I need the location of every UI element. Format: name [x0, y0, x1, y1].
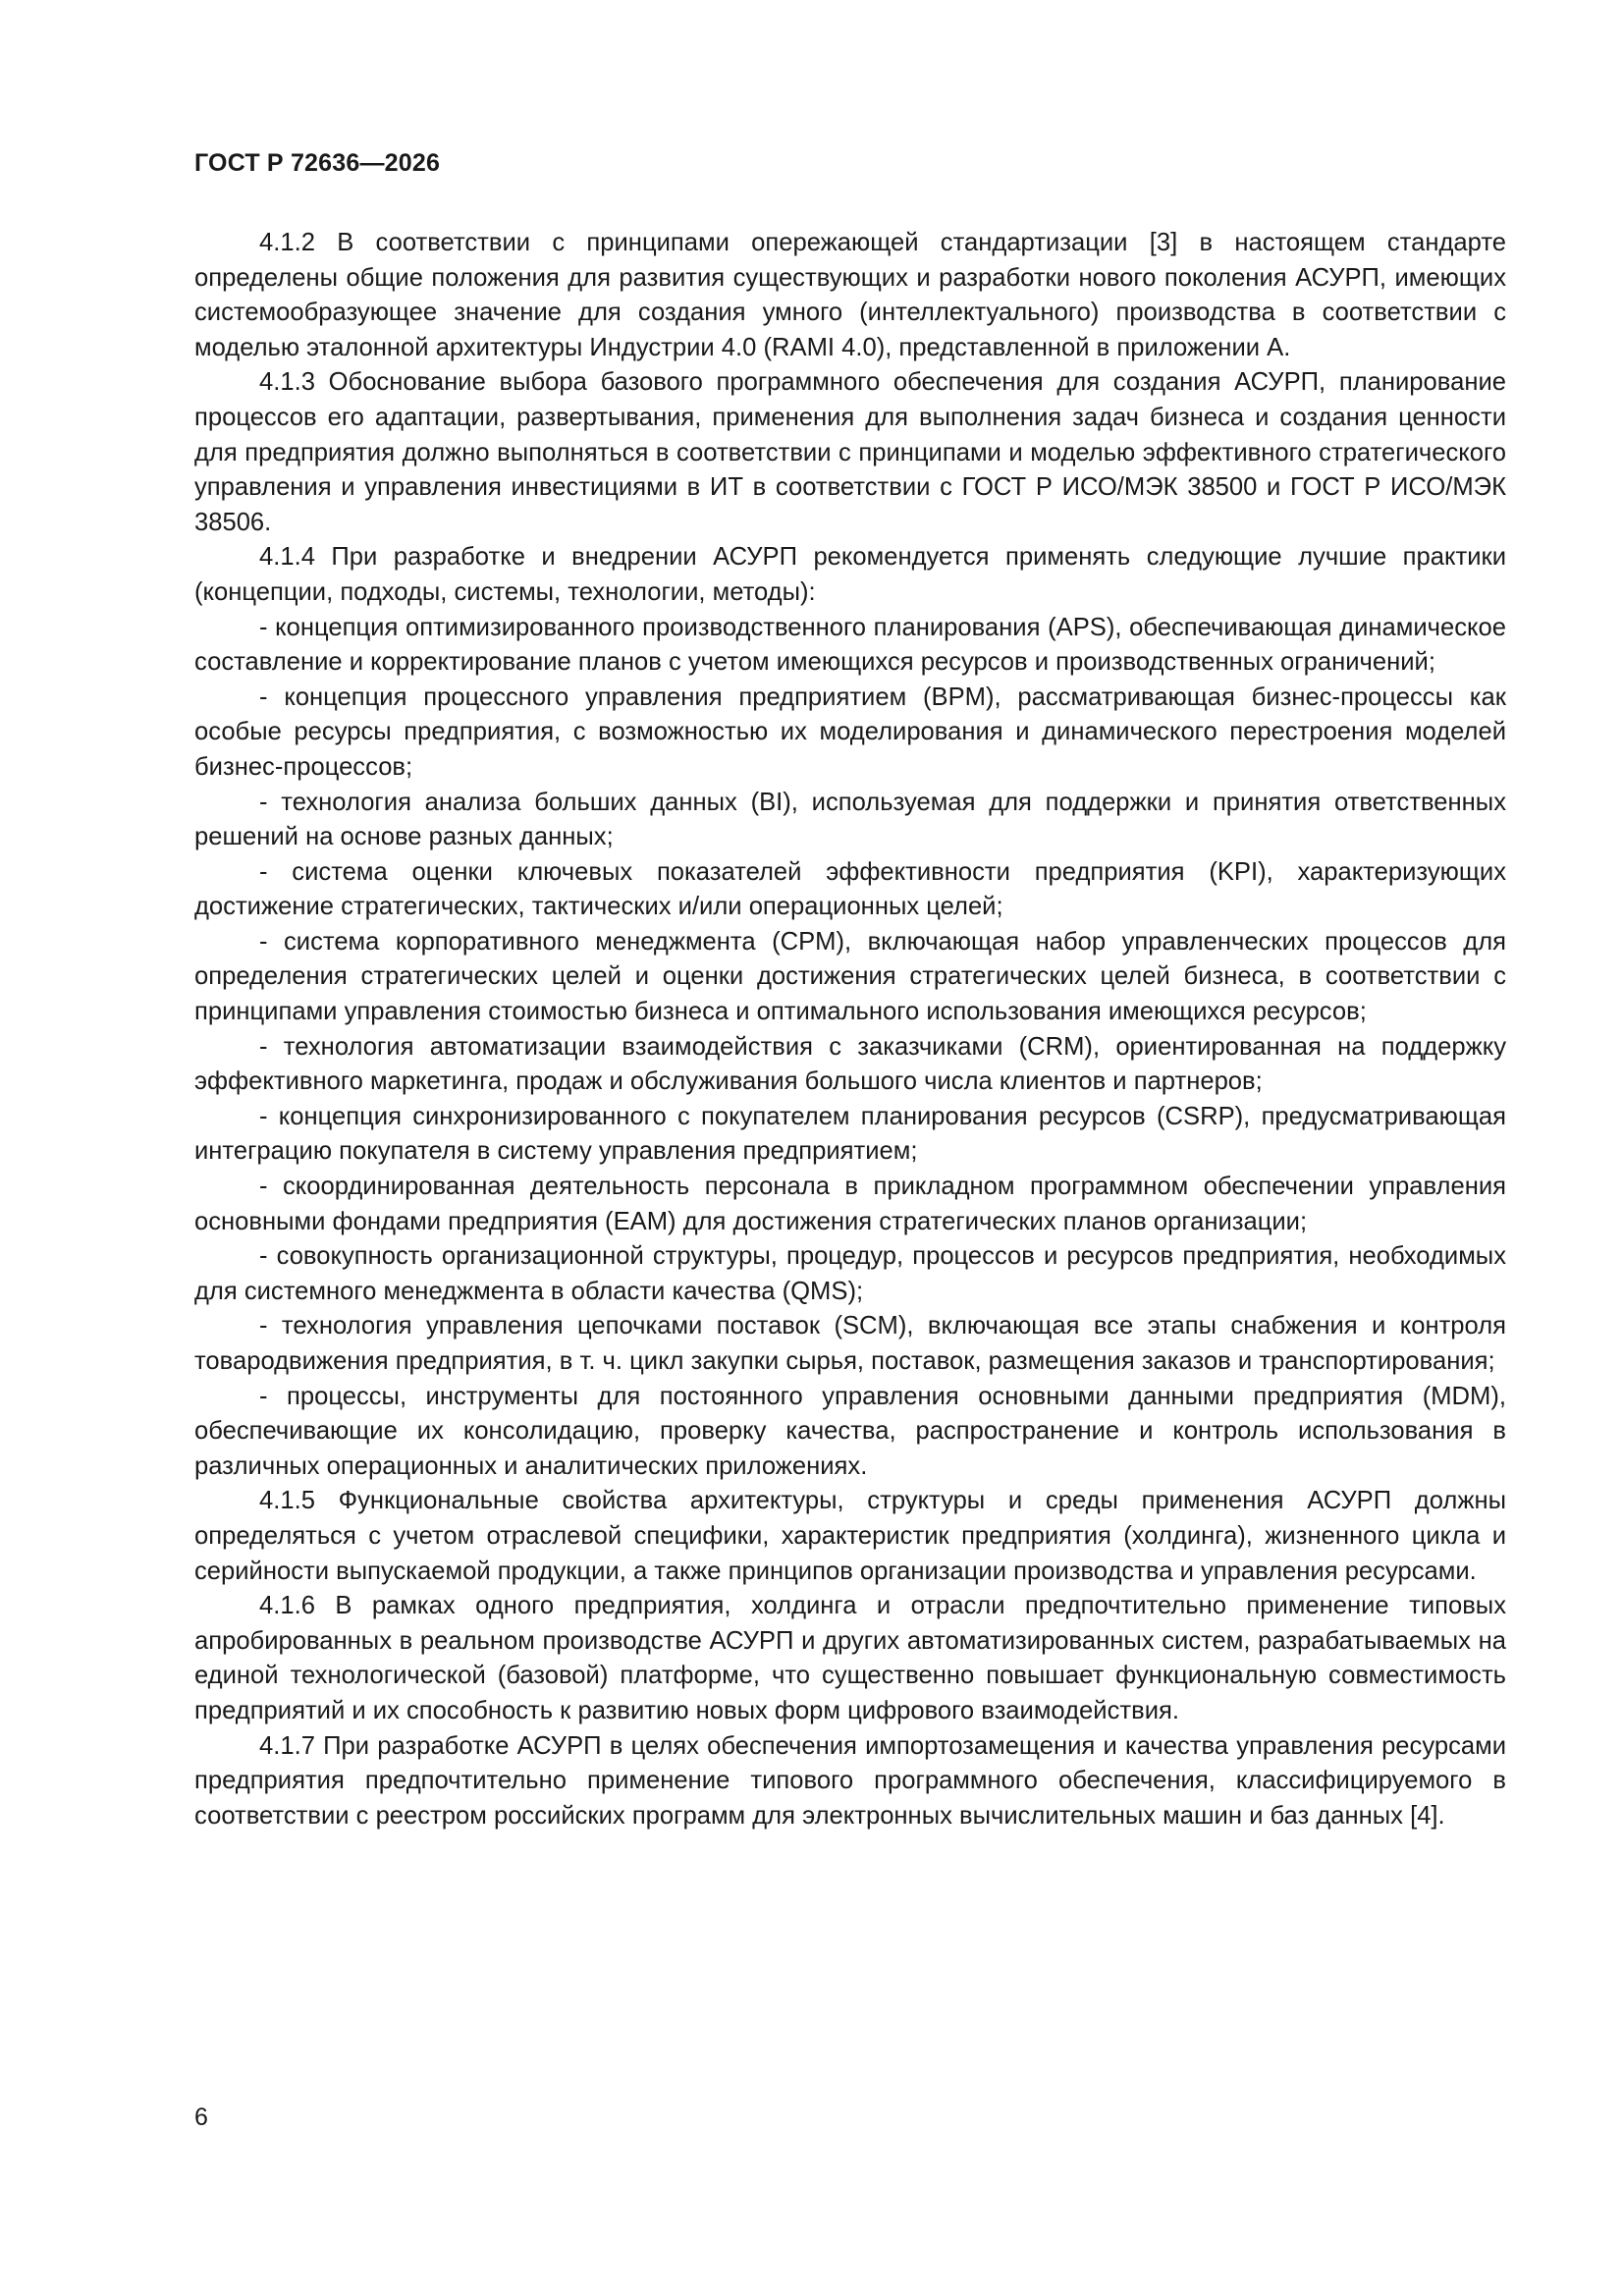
paragraph-4-1-6: 4.1.6 В рамках одного предприятия, холдинга и отрасли предпочтительно применение типовых апробированных в реальном производстве АСУРП и других автоматизированных систем, разрабатываемых на единой технологической (базовой) платформе, что существенно повышает функциональную совместимость предприятий и их способность к развитию новых форм цифрового взаимодействия. [194, 1592, 1506, 1724]
list-item: - процессы, инструменты для постоянного управления основными данными предприятия (MDM), обеспечивающие их консолидацию, проверку качества, распространение и контроль использования в различных операционных и аналитических приложениях. [194, 1382, 1506, 1480]
page-number: 6 [194, 2104, 208, 2131]
list-item: - концепция оптимизированного производственного планирования (APS), обеспечивающая динамическое составление и корректирование планов с учетом имеющихся ресурсов и производственных ограничений; [194, 613, 1506, 677]
list-item: - система корпоративного менеджмента (CPM), включающая набор управленческих процессов для определения стратегических целей и оценки достижения стратегических целей бизнеса, в соответствии с принципами управления стоимостью бизнеса и оптимального использования имеющихся ресурсов; [194, 927, 1506, 1026]
list-item: - совокупность организационной структуры, процедур, процессов и ресурсов предприятия, необходимых для системного менеджмента в области качества (QMS); [194, 1242, 1506, 1305]
document-header: ГОСТ Р 72636—2026 [194, 149, 441, 177]
paragraph-4-1-3: 4.1.3 Обоснование выбора базового программного обеспечения для создания АСУРП, планирование процессов его адаптации, развертывания, применения для выполнения задач бизнеса и создания ценности для предприятия должно выполняться в соответствии с принципами и моделью эффективного стратегического управления и управления инвестициями в ИТ в соответствии с ГОСТ Р ИСО/МЭК 38500 и ГОСТ Р ИСО/МЭК 38506. [194, 368, 1506, 536]
paragraph-4-1-7: 4.1.7 При разработке АСУРП в целях обеспечения импортозамещения и качества управления ресурсами предприятия предпочтительно применение типового программного обеспечения, классифицируемого в соответствии с реестром российских программ для электронных вычислительных машин и баз данных [4]. [194, 1731, 1506, 1830]
paragraph-4-1-4: 4.1.4 При разработке и внедрении АСУРП рекомендуется применять следующие лучшие практики (концепции, подходы, системы, технологии, методы): [194, 543, 1506, 606]
document-body [194, 226, 1506, 1833]
paragraph-4-1-2: 4.1.2 В соответствии с принципами опережающей стандартизации [3] в настоящем стандарте определены общие положения для развития существующих и разработки нового поколения АСУРП, имеющих системообразующее значение для создания умного (интеллектуального) производства в соответствии с моделью эталонной архитектуры Индустрии 4.0 (RAMI 4.0), представленной в приложении А. [194, 229, 1506, 361]
paragraph-4-1-5: 4.1.5 Функциональные свойства архитектуры, структуры и среды применения АСУРП должны определяться с учетом отраслевой специфики, характеристик предприятия (холдинга), жизненного цикла и серийности выпускаемой продукции, а также принципов организации производства и управления ресурсами. [194, 1487, 1506, 1585]
document-page [194, 0, 1506, 2296]
list-item: - технология анализа больших данных (BI), используемая для поддержки и принятия ответственных решений на основе разных данных; [194, 788, 1506, 851]
list-item: - система оценки ключевых показателей эффективности предприятия (KPI), характеризующих достижение стратегических, тактических и/или операционных целей; [194, 857, 1506, 921]
list-item: - технология автоматизации взаимодействия с заказчиками (CRM), ориентированная на поддержку эффективного маркетинга, продаж и обслуживания большого числа клиентов и партнеров; [194, 1032, 1506, 1096]
list-item: - скоординированная деятельность персонала в прикладном программном обеспечении управления основными фондами предприятия (EAM) для достижения стратегических планов организации; [194, 1173, 1506, 1235]
list-item: - технология управления цепочками поставок (SCM), включающая все этапы снабжения и контроля товародвижения предприятия, в т. ч. цикл закупки сырья, поставок, размещения заказов и транспортирования; [194, 1312, 1506, 1375]
list-item: - концепция процессного управления предприятием (BPM), рассматривающая бизнес-процессы как особые ресурсы предприятия, с возможностью их моделирования и динамического перестроения моделей бизнес-процессов; [194, 683, 1506, 781]
list-item: - концепция синхронизированного с покупателем планирования ресурсов (CSRP), предусматривающая интеграцию покупателя в систему управления предприятием; [194, 1102, 1506, 1166]
